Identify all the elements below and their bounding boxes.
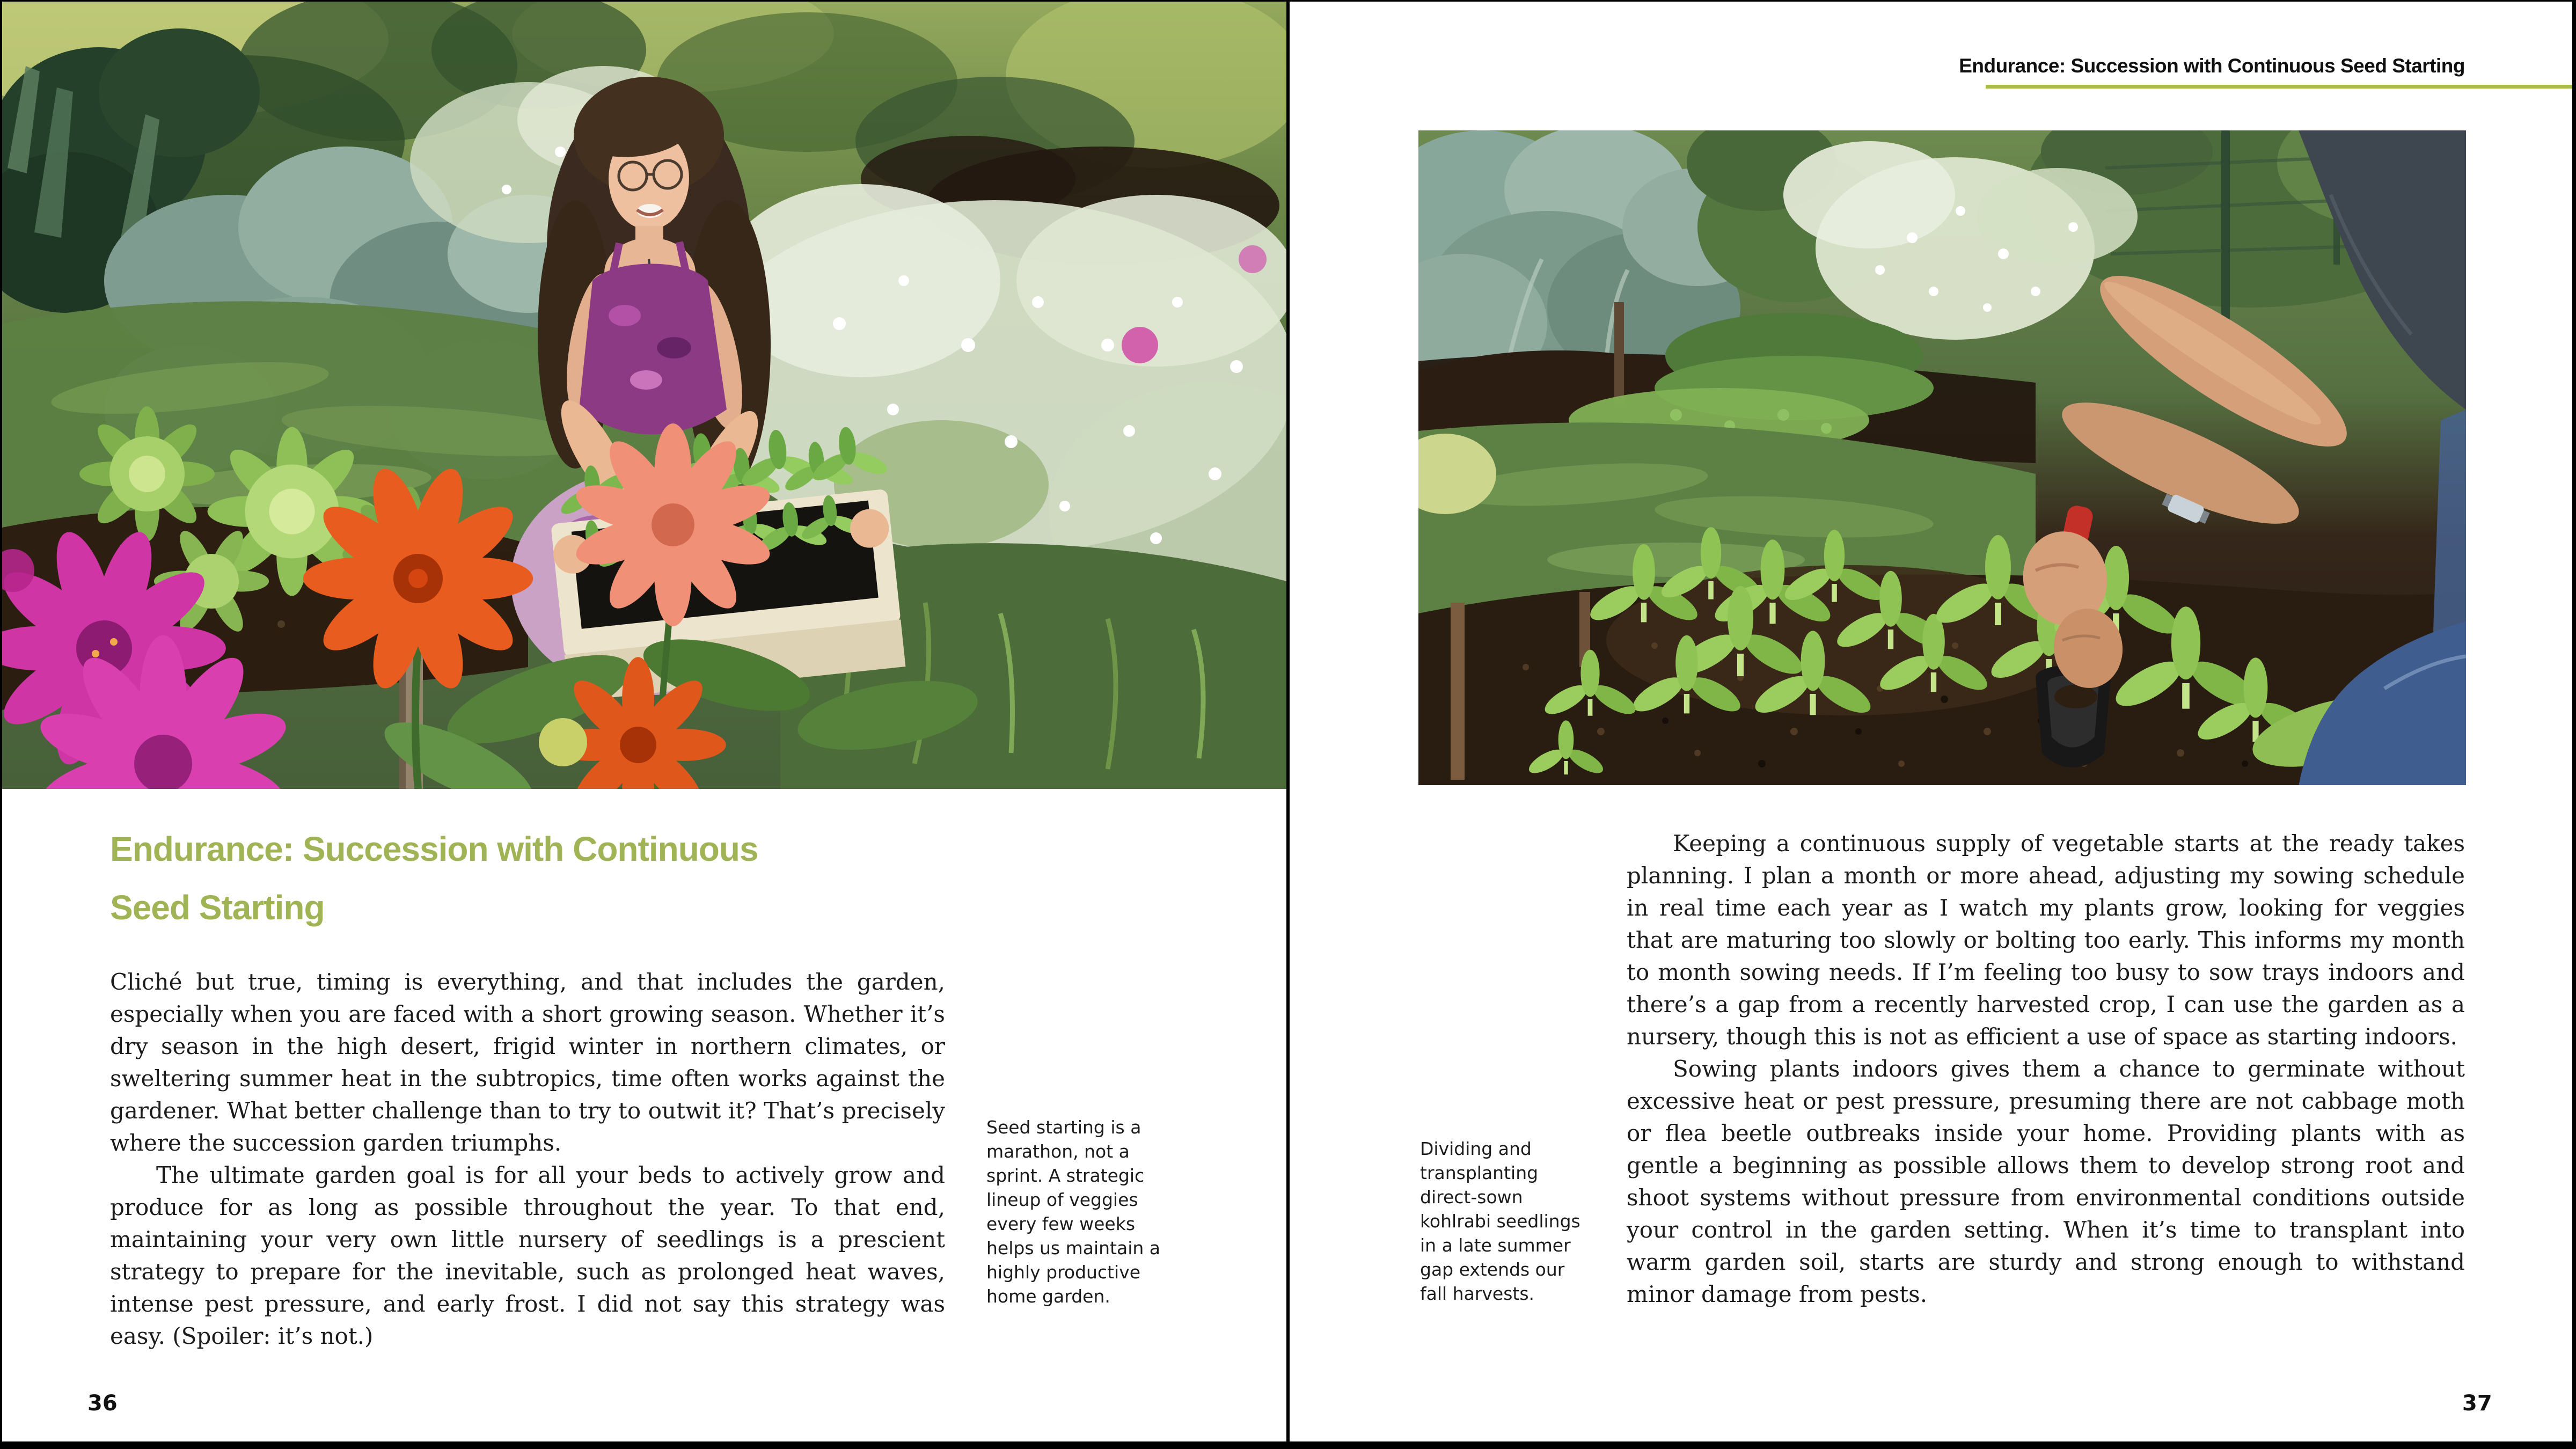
paragraph: The ultimate garden goal is for all your beds to actively grow and produce for as long as possible throughout the year. To that end, maintaining your very own little nursery of seedlings is a prescient strategy to prepare for the inevitable, such as prolonged heat waves, intense pest pressure, and early frost. I did not say this strategy was easy. (Spoiler: it’s not.)	[110, 1162, 945, 1349]
page-number-37: 37	[2462, 1391, 2492, 1416]
header-rule	[1986, 85, 2572, 89]
photo-transplanting-kohlrabi	[1418, 130, 2466, 785]
transplanting-photo-illustration	[1418, 130, 2466, 785]
page-number-36: 36	[87, 1391, 118, 1416]
border-right	[2572, 0, 2576, 1449]
running-header: Endurance: Succession with Continuous Seed Starting	[1959, 55, 2465, 77]
wooden-stake	[1451, 603, 1465, 780]
paragraph: Keeping a continuous supply of vegetable starts at the ready takes planning. I plan a month or more ahead, adjusting my sowing schedule in real time each year as I watch my plants grow, looking for veggies that are maturing too slowly or bolting too early. This informs my month to month sowing needs. If I’m feeling too busy to sow trays indoors and there’s a gap from a recently harvested crop, I can use the garden as a nursery, though this is not as efficient a use of space as starting indoors.	[1627, 830, 2465, 1050]
right-page-body	[1627, 828, 2465, 1311]
left-page-body	[110, 966, 945, 1352]
photo-gardener-with-seedling-tray	[2, 2, 1286, 789]
border-left	[0, 0, 2, 1449]
photo-caption-right: Dividing and transplanting direct-sown kohlrabi seedlings in a late summer gap extends our fall harvests.	[1420, 1138, 1580, 1304]
paragraph: Cliché but true, timing is everything, and that includes the garden, especially when you are faced with a short growing season. Whether it’s dry season in the high desert, frigid winter in northern climates, or sweltering summer heat in the subtropics, time often works against the gardener. What better challenge than to try to outwit it? That’s precisely where the succession garden triumphs.	[110, 969, 945, 1156]
chapter-title-line2: Seed Starting	[110, 888, 325, 927]
garden-photo-illustration	[2, 2, 1286, 789]
paragraph: Sowing plants indoors gives them a chance to germinate without excessive heat or pest pressure, presuming there are not cabbage moth or flea beetle outbreaks inside your home. Providing plants with as gentle a beginning as possible allows them to develop strong root and shoot systems without pressure from environmental conditions outside your control in the garden setting. When it’s time to transplant into warm garden soil, starts are sturdy and strong enough to withstand minor damage from pests.	[1627, 1056, 2465, 1307]
photo-caption-left: Seed starting is a marathon, not a sprint. A strategic lineup of veggies every few weeks helps us maintain a highly productive home garden.	[986, 1117, 1161, 1307]
page-gutter-divider	[1286, 0, 1290, 1449]
chapter-title	[110, 820, 958, 937]
chapter-title-line1: Endurance: Succession with Continuous	[110, 830, 758, 868]
